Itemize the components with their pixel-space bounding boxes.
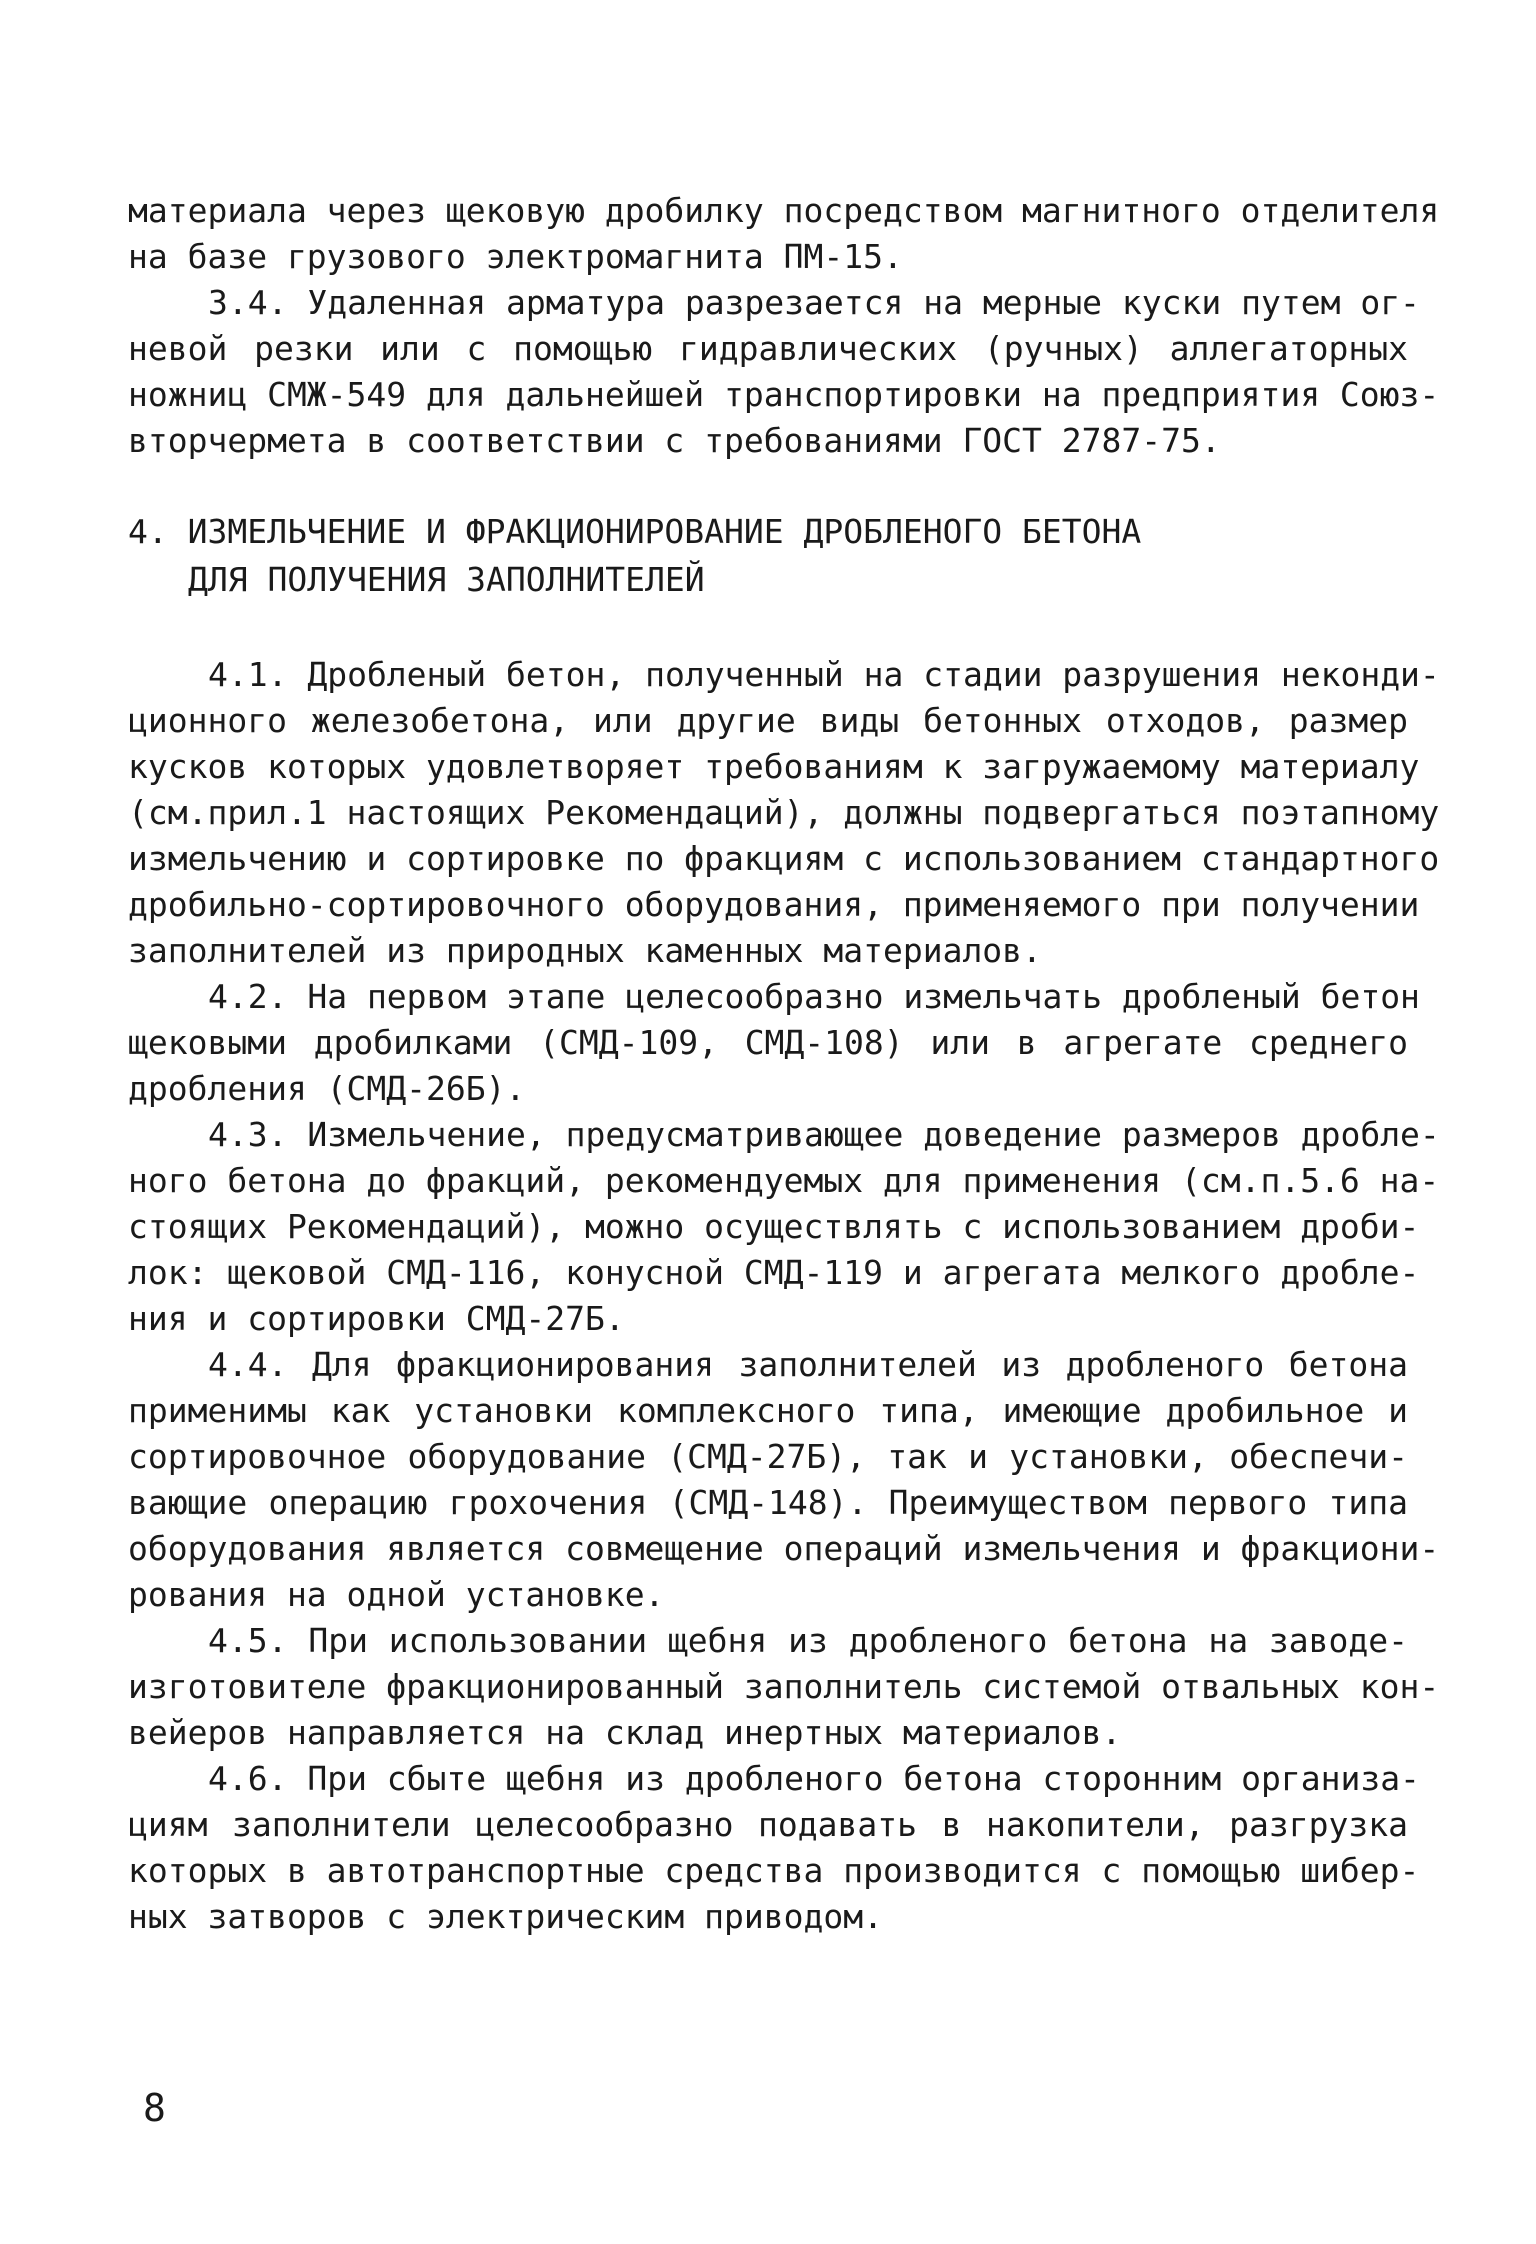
section-heading [128, 508, 1408, 604]
text-line: заполнителей из природных каменных материалов. [128, 931, 1042, 970]
text-line: вейеров направляется на склад инертных материалов. [128, 1713, 1122, 1752]
text-line: сортировочное оборудование (СМД-27Б), так и установки, обеспечи- [128, 1437, 1408, 1476]
text-line: рования на одной установке. [128, 1575, 665, 1614]
text-line: ного бетона до фракций, рекомендуемых для применения (см.п.5.6 на- [128, 1161, 1440, 1200]
text-line: измельчению и сортировке по фракциям с использованием стандартного [128, 839, 1440, 878]
text-line: 4.1. Дробленый бетон, полученный на стадии разрушения неконди- [208, 655, 1440, 694]
text-line: 4.2. На первом этапе целесообразно измельчать дробленый бетон [208, 977, 1420, 1016]
text-line: ционного железобетона, или другие виды бетонных отходов, размер [128, 701, 1408, 740]
paragraph-intro [128, 188, 1440, 280]
text-line: 4.3. Измельчение, предусматривающее доведение размеров дробле- [208, 1115, 1440, 1154]
text-line: 3.4. Удаленная арматура разрезается на мерные куски путем ог- [208, 283, 1420, 322]
text-line: кусков которых удовлетворяет требованиям к загружаемому материалу [128, 747, 1420, 786]
text-line: изготовителе фракционированный заполнитель системой отвальных кон- [128, 1667, 1440, 1706]
text-line: ножниц СМЖ-549 для дальнейшей транспортировки на предприятия Союз- [128, 375, 1440, 414]
text-line: на базе грузового электромагнита ПМ-15. [128, 237, 903, 276]
paragraph-3-4 [128, 280, 1440, 464]
heading-line: ДЛЯ ПОЛУЧЕНИЯ ЗАПОЛНИТЕЛЕЙ [188, 560, 705, 599]
text-line: 4.6. При сбыте щебня из дробленого бетона сторонним организа- [208, 1759, 1420, 1798]
document-page [128, 188, 1440, 1940]
text-line: стоящих Рекомендаций), можно осуществлять с использованием дроби- [128, 1207, 1420, 1246]
text-line: щековыми дробилками (СМД-109, СМД-108) или в агрегате среднего [128, 1023, 1408, 1062]
text-line: ных затворов с электрическим приводом. [128, 1897, 883, 1936]
text-line: (см.прил.1 настоящих Рекомендаций), должны подвергаться поэтапному [128, 793, 1440, 832]
text-line: лок: щековой СМД-116, конусной СМД-119 и агрегата мелкого дробле- [128, 1253, 1420, 1292]
paragraph-4-5 [128, 1618, 1440, 1756]
text-line: вторчермета в соответствии с требованиями ГОСТ 2787-75. [128, 421, 1221, 460]
paragraph-4-4 [128, 1342, 1440, 1618]
paragraph-4-6 [128, 1756, 1420, 1940]
text-line: применимы как установки комплексного типа, имеющие дробильное и [128, 1391, 1408, 1430]
text-line: невой резки или с помощью гидравлических (ручных) аллегаторных [128, 329, 1408, 368]
text-line: материала через щековую дробилку посредством магнитного отделителя [128, 191, 1440, 230]
page-number: 8 [143, 2086, 166, 2130]
heading-line: 4. ИЗМЕЛЬЧЕНИЕ И ФРАКЦИОНИРОВАНИЕ ДРОБЛЕНОГО БЕТОНА [128, 512, 1142, 551]
text-line: оборудования является совмещение операций измельчения и фракциони- [128, 1529, 1440, 1568]
paragraph-4-3 [128, 1112, 1440, 1342]
paragraph-4-1 [128, 652, 1440, 974]
text-line: 4.5. При использовании щебня из дробленого бетона на заводе- [208, 1621, 1408, 1660]
text-line: которых в автотранспортные средства производится с помощью шибер- [128, 1851, 1420, 1890]
text-line: вающие операцию грохочения (СМД-148). Преимуществом первого типа [128, 1483, 1408, 1522]
paragraph-4-2 [128, 974, 1420, 1112]
text-line: 4.4. Для фракционирования заполнителей из дробленого бетона [208, 1345, 1408, 1384]
text-line: дробильно-сортировочного оборудования, применяемого при получении [128, 885, 1420, 924]
text-line: ния и сортировки СМД-27Б. [128, 1299, 625, 1338]
text-line: циям заполнители целесообразно подавать в накопители, разгрузка [128, 1805, 1408, 1844]
text-line: дробления (СМД-26Б). [128, 1069, 526, 1108]
